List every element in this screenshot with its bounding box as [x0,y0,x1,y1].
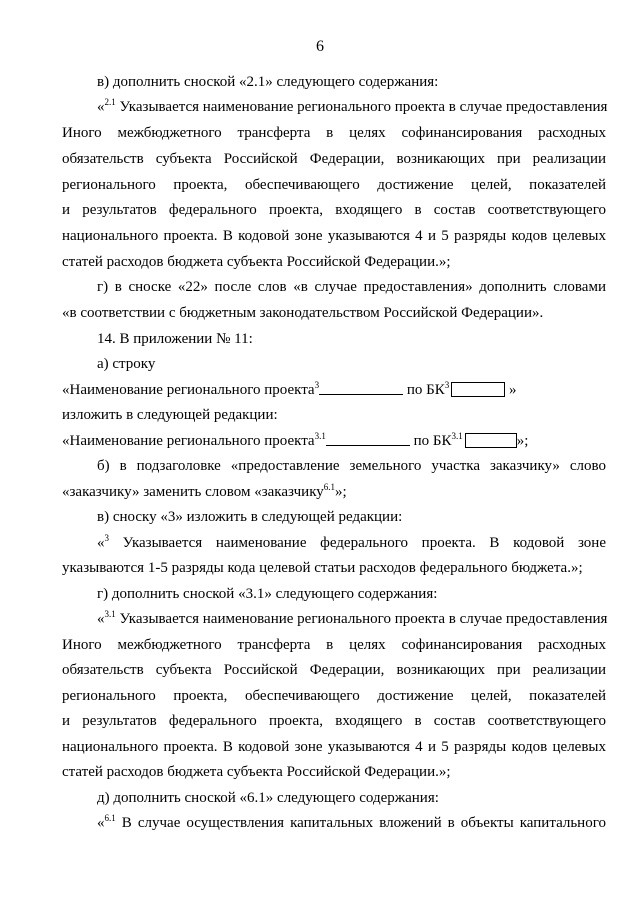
text-line: Иного межбюджетного трансферта в целях софинансирования расходных [62,637,606,653]
underline-blank [326,433,410,446]
text-line: изложить в следующей редакции: [62,407,278,423]
underline-blank [319,382,403,395]
text-line: «заказчику» заменить словом «заказчику$^{6.1}$»; [62,482,347,500]
text-line: регионального проекта, обеспечивающего достижение целей, показателей [62,177,606,193]
text-line: национального проекта. В кодовой зоне указываются 4 и 5 разряды кодов целевых [62,739,606,755]
text-line: б) в подзаголовке «предоставление земельного участка заказчику» слово [97,458,606,474]
text-line: «$^{3.1}$ Указывается наименование регионального проекта в случае предоставления [97,609,608,627]
footnote-marker: 3 [104,533,109,543]
footnote-marker: 3 [444,380,450,390]
text-line: «в соответствии с бюджетным законодательством Российской Федерации». [62,305,544,321]
footnote-marker: 6.1 [104,813,116,823]
text-line: в) сноску «3» изложить в следующей редакции: [97,509,403,525]
text-line: статей расходов бюджета субъекта Российской Федерации.»; [62,764,451,780]
form-line: «Наименование регионального проекта$^3$ по $БК^3$ » [62,380,517,398]
footnote-marker: 3.1 [314,431,326,441]
text-line: обязательств субъекта Российской Федерации, возникающих при реализации [62,662,606,678]
text-line: «$^{2.1}$ Указывается наименование регионального проекта в случае предоставления [97,97,608,115]
footnote-marker: 2.1 [104,97,116,107]
text-line: а) строку [97,356,156,372]
text-line: статей расходов бюджета субъекта Российской Федерации.»; [62,254,451,270]
text-line: национального проекта. В кодовой зоне указываются 4 и 5 разряды кодов целевых [62,228,606,244]
text-line: д) дополнить сноской «6.1» следующего содержания: [97,790,439,806]
code-box [465,433,517,448]
text-line: в) дополнить сноской «2.1» следующего содержания: [97,74,439,90]
form-line: «Наименование регионального проекта$^{3.1}$ по $БК^{3.1}$ »; [62,431,529,449]
footnote-marker: 6.1 [323,482,336,492]
text-line: регионального проекта, обеспечивающего достижение целей, показателей [62,688,606,704]
text-line: и результатов федерального проекта, входящего в состав соответствующего [62,713,606,729]
footnote-marker: 3.1 [451,431,463,441]
page-number: 6 [316,38,324,55]
text-line: г) дополнить сноской «3.1» следующего содержания: [97,586,438,602]
text-line: Иного межбюджетного трансферта в целях софинансирования расходных [62,125,606,141]
text-line: г) в сноске «22» после слов «в случае предоставления» дополнить словами [97,279,606,295]
text-line: указываются 1-5 разряды кода целевой статьи расходов федерального бюджета.»; [62,560,583,576]
footnote-marker: 3.1 [104,609,116,619]
text-line: «$^{6.1}$ В случае осуществления капитальных вложений в объекты капитального [97,813,606,831]
footnote-marker: 3 [314,380,320,390]
text-line: и результатов федерального проекта, входящего в состав соответствующего [62,202,606,218]
text-line: «$^3$ Указывается наименование федерального проекта. В кодовой зоне [97,533,606,551]
text-line: 14. В приложении № 11: [97,331,253,347]
text-line: обязательств субъекта Российской Федерации, возникающих при реализации [62,151,606,167]
code-box [451,382,505,397]
